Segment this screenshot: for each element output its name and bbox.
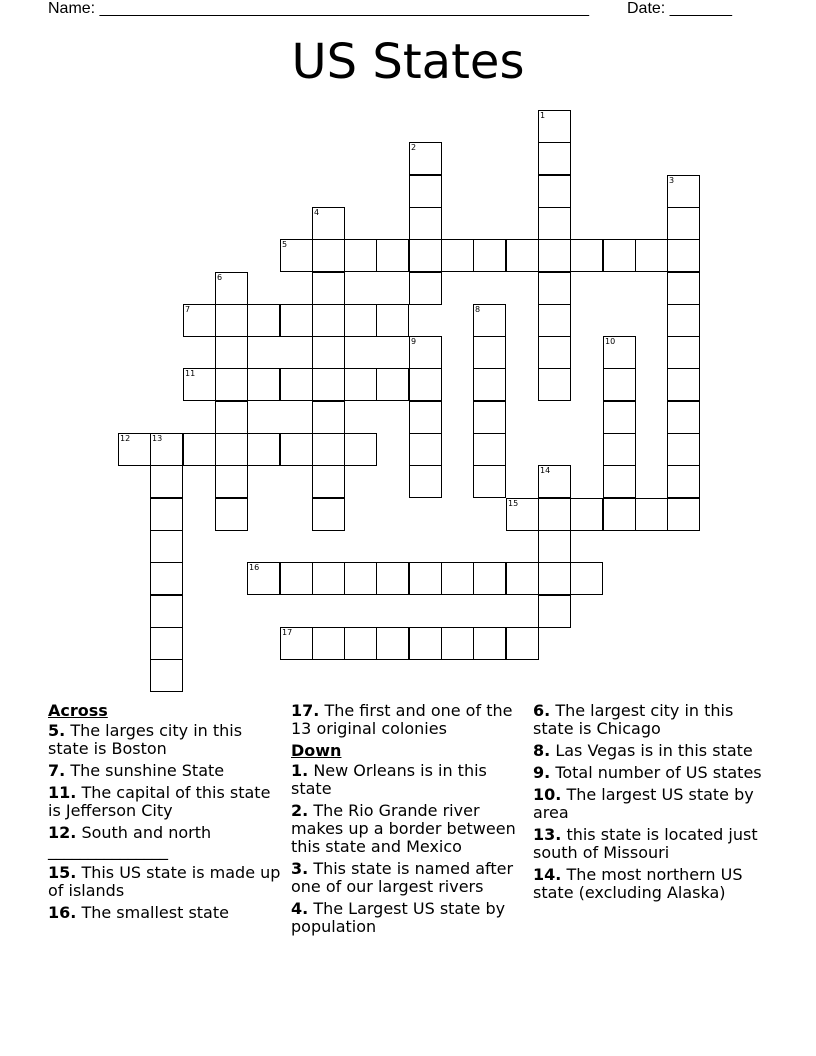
grid-cell[interactable] [538, 304, 571, 337]
grid-cell[interactable] [667, 207, 700, 240]
clue-text: The smallest state [81, 903, 229, 922]
grid-cell[interactable] [538, 207, 571, 240]
grid-cell[interactable] [344, 562, 377, 595]
clue-number: 7. [48, 761, 66, 780]
grid-cell[interactable] [344, 368, 377, 401]
grid-cell[interactable] [441, 627, 474, 660]
grid-cell[interactable] [215, 336, 248, 369]
grid-cell[interactable] [409, 433, 442, 466]
cell-number: 11 [185, 369, 196, 378]
clue-item [533, 742, 769, 760]
cell-number: 7 [185, 305, 191, 314]
grid-cell[interactable] [280, 304, 313, 337]
grid-cell[interactable] [312, 239, 345, 272]
grid-cell[interactable] [506, 498, 539, 531]
grid-cell[interactable] [603, 368, 636, 401]
grid-cell[interactable] [280, 562, 313, 595]
clue-item [48, 722, 284, 758]
cell-number: 16 [249, 563, 260, 572]
cell-number: 15 [508, 499, 519, 508]
clue-text: this state is located just south of Missouri [533, 825, 758, 862]
grid-cell[interactable] [150, 498, 183, 531]
clue-item [48, 904, 284, 922]
grid-cell[interactable] [312, 304, 345, 337]
grid-cell[interactable] [215, 304, 248, 337]
grid-cell[interactable] [506, 627, 539, 660]
grid-cell[interactable] [312, 465, 345, 498]
clue-item [48, 864, 284, 900]
grid-cell[interactable] [538, 175, 571, 208]
clue-text: New Orleans is in this state [291, 761, 487, 798]
grid-cell[interactable] [473, 401, 506, 434]
grid-cell[interactable] [473, 562, 506, 595]
grid-cell[interactable] [538, 110, 571, 143]
grid-cell[interactable] [215, 368, 248, 401]
grid-cell[interactable] [538, 562, 571, 595]
clue-item [533, 764, 769, 782]
clue-number: 1. [291, 761, 309, 780]
grid-cell[interactable] [376, 562, 409, 595]
clue-number: 6. [533, 701, 551, 720]
clue-number: 9. [533, 763, 551, 782]
clue-column-1 [48, 702, 284, 926]
grid-cell[interactable] [312, 562, 345, 595]
grid-cell[interactable] [247, 368, 280, 401]
grid-cell[interactable] [150, 595, 183, 628]
cell-number: 5 [282, 240, 288, 249]
grid-cell[interactable] [215, 465, 248, 498]
grid-cell[interactable] [473, 304, 506, 337]
puzzle-title: US States [291, 34, 525, 90]
grid-cell[interactable] [150, 530, 183, 563]
clue-text: The most northern US state (excluding Alaska) [533, 865, 743, 902]
grid-cell[interactable] [603, 336, 636, 369]
clue-text: The capital of this state is Jefferson City [48, 783, 271, 820]
grid-cell[interactable] [667, 498, 700, 531]
cell-number: 9 [411, 337, 417, 346]
grid-cell[interactable] [183, 368, 216, 401]
clue-text: Total number of US states [555, 763, 762, 782]
across-heading: Across [48, 701, 108, 720]
grid-cell[interactable] [473, 627, 506, 660]
clue-number: 13. [533, 825, 562, 844]
grid-cell[interactable] [409, 401, 442, 434]
grid-cell[interactable] [538, 272, 571, 305]
cell-number: 4 [314, 208, 320, 217]
clue-item [291, 900, 527, 936]
cell-number: 10 [605, 337, 616, 346]
grid-cell[interactable] [312, 368, 345, 401]
clue-number: 15. [48, 863, 77, 882]
grid-cell[interactable] [312, 207, 345, 240]
grid-cell[interactable] [603, 239, 636, 272]
grid-cell[interactable] [409, 272, 442, 305]
grid-cell[interactable] [312, 336, 345, 369]
clue-number: 14. [533, 865, 562, 884]
clue-text: The first and one of the 13 original colonies [291, 701, 513, 738]
clue-text: The largest city in this state is Chicago [533, 701, 734, 738]
grid-cell[interactable] [312, 498, 345, 531]
grid-cell[interactable] [473, 239, 506, 272]
grid-cell[interactable] [150, 659, 183, 692]
grid-cell[interactable] [150, 627, 183, 660]
cell-number: 8 [475, 305, 481, 314]
grid-cell[interactable] [667, 433, 700, 466]
clue-item [48, 824, 284, 860]
grid-cell[interactable] [667, 304, 700, 337]
clue-item [48, 784, 284, 820]
grid-cell[interactable] [215, 433, 248, 466]
grid-cell[interactable] [473, 465, 506, 498]
clue-text: Las Vegas is in this state [555, 741, 753, 760]
grid-cell[interactable] [409, 207, 442, 240]
grid-cell[interactable] [280, 368, 313, 401]
grid-cell[interactable] [409, 336, 442, 369]
grid-cell[interactable] [312, 433, 345, 466]
grid-cell[interactable] [570, 562, 603, 595]
grid-cell[interactable] [409, 239, 442, 272]
grid-cell[interactable] [376, 627, 409, 660]
clue-text: This US state is made up of islands [48, 863, 281, 900]
cell-number: 13 [152, 434, 163, 443]
clue-number: 4. [291, 899, 309, 918]
grid-cell[interactable] [409, 465, 442, 498]
grid-cell[interactable] [667, 336, 700, 369]
clue-item [48, 762, 284, 780]
clue-item [533, 866, 769, 902]
grid-cell[interactable] [667, 368, 700, 401]
cell-number: 14 [540, 466, 551, 475]
grid-cell[interactable] [280, 627, 313, 660]
grid-cell[interactable] [538, 239, 571, 272]
grid-cell[interactable] [280, 239, 313, 272]
grid-cell[interactable] [376, 304, 409, 337]
grid-cell[interactable] [376, 368, 409, 401]
clue-text: The Rio Grande river makes up a border between this state and Mexico [291, 801, 516, 856]
clue-number: 16. [48, 903, 77, 922]
cell-number: 17 [282, 628, 293, 637]
name-line: Name: _______________________________________________________ [48, 0, 589, 17]
grid-cell[interactable] [409, 175, 442, 208]
clue-number: 3. [291, 859, 309, 878]
cell-number: 6 [217, 273, 223, 282]
clue-number: 11. [48, 783, 77, 802]
grid-cell[interactable] [538, 595, 571, 628]
grid-cell[interactable] [538, 465, 571, 498]
clue-item [533, 702, 769, 738]
grid-cell[interactable] [215, 272, 248, 305]
date-line: Date: _______ [627, 0, 732, 17]
clue-number: 5. [48, 721, 66, 740]
clue-number: 10. [533, 785, 562, 804]
grid-cell[interactable] [409, 368, 442, 401]
grid-cell[interactable] [344, 239, 377, 272]
clue-number: 12. [48, 823, 77, 842]
grid-cell[interactable] [603, 465, 636, 498]
grid-cell[interactable] [473, 336, 506, 369]
clue-text: This state is named after one of our largest rivers [291, 859, 514, 896]
grid-cell[interactable] [538, 498, 571, 531]
grid-cell[interactable] [538, 368, 571, 401]
grid-cell[interactable] [538, 530, 571, 563]
grid-cell[interactable] [603, 498, 636, 531]
grid-cell[interactable] [667, 239, 700, 272]
grid-cell[interactable] [473, 368, 506, 401]
cell-number: 2 [411, 143, 417, 152]
grid-cell[interactable] [150, 465, 183, 498]
grid-cell[interactable] [247, 562, 280, 595]
grid-cell[interactable] [344, 627, 377, 660]
down-heading: Down [291, 741, 342, 760]
grid-cell[interactable] [570, 239, 603, 272]
grid-cell[interactable] [603, 401, 636, 434]
grid-cell[interactable] [667, 465, 700, 498]
grid-cell[interactable] [215, 401, 248, 434]
cell-number: 3 [669, 176, 675, 185]
grid-cell[interactable] [409, 562, 442, 595]
grid-cell[interactable] [473, 433, 506, 466]
grid-cell[interactable] [183, 433, 216, 466]
grid-cell[interactable] [667, 175, 700, 208]
grid-cell[interactable] [667, 401, 700, 434]
grid-cell[interactable] [150, 433, 183, 466]
grid-cell[interactable] [183, 304, 216, 337]
clue-item [533, 786, 769, 822]
grid-cell[interactable] [344, 433, 377, 466]
clue-item [291, 802, 527, 856]
grid-cell[interactable] [344, 304, 377, 337]
clue-text: The sunshine State [70, 761, 225, 780]
clue-text: The larges city in this state is Boston [48, 721, 243, 758]
grid-cell[interactable] [441, 562, 474, 595]
clue-text: South and north _______________ [48, 823, 212, 860]
grid-cell[interactable] [409, 142, 442, 175]
grid-cell[interactable] [570, 498, 603, 531]
grid-cell[interactable] [312, 401, 345, 434]
clue-item [291, 702, 527, 738]
clue-column-2 [291, 702, 527, 940]
grid-cell[interactable] [603, 433, 636, 466]
clue-number: 2. [291, 801, 309, 820]
grid-cell[interactable] [376, 239, 409, 272]
grid-cell[interactable] [215, 498, 248, 531]
clue-text: The largest US state by area [533, 785, 754, 822]
clue-column-3 [533, 702, 769, 906]
grid-cell[interactable] [312, 627, 345, 660]
grid-cell[interactable] [441, 239, 474, 272]
cell-number: 12 [120, 434, 131, 443]
clue-item [291, 860, 527, 896]
clue-item [533, 826, 769, 862]
grid-cell[interactable] [538, 142, 571, 175]
grid-cell[interactable] [506, 239, 539, 272]
grid-cell[interactable] [247, 433, 280, 466]
grid-cell[interactable] [312, 272, 345, 305]
grid-cell[interactable] [635, 239, 668, 272]
grid-cell[interactable] [150, 562, 183, 595]
clue-text: The Largest US state by population [291, 899, 506, 936]
cell-number: 1 [540, 111, 546, 120]
clue-number: 17. [291, 701, 320, 720]
grid-cell[interactable] [118, 433, 151, 466]
grid-cell[interactable] [247, 304, 280, 337]
grid-cell[interactable] [667, 272, 700, 305]
grid-cell[interactable] [635, 498, 668, 531]
grid-cell[interactable] [409, 627, 442, 660]
clue-number: 8. [533, 741, 551, 760]
grid-cell[interactable] [280, 433, 313, 466]
grid-cell[interactable] [506, 562, 539, 595]
grid-cell[interactable] [538, 336, 571, 369]
clue-item [291, 762, 527, 798]
